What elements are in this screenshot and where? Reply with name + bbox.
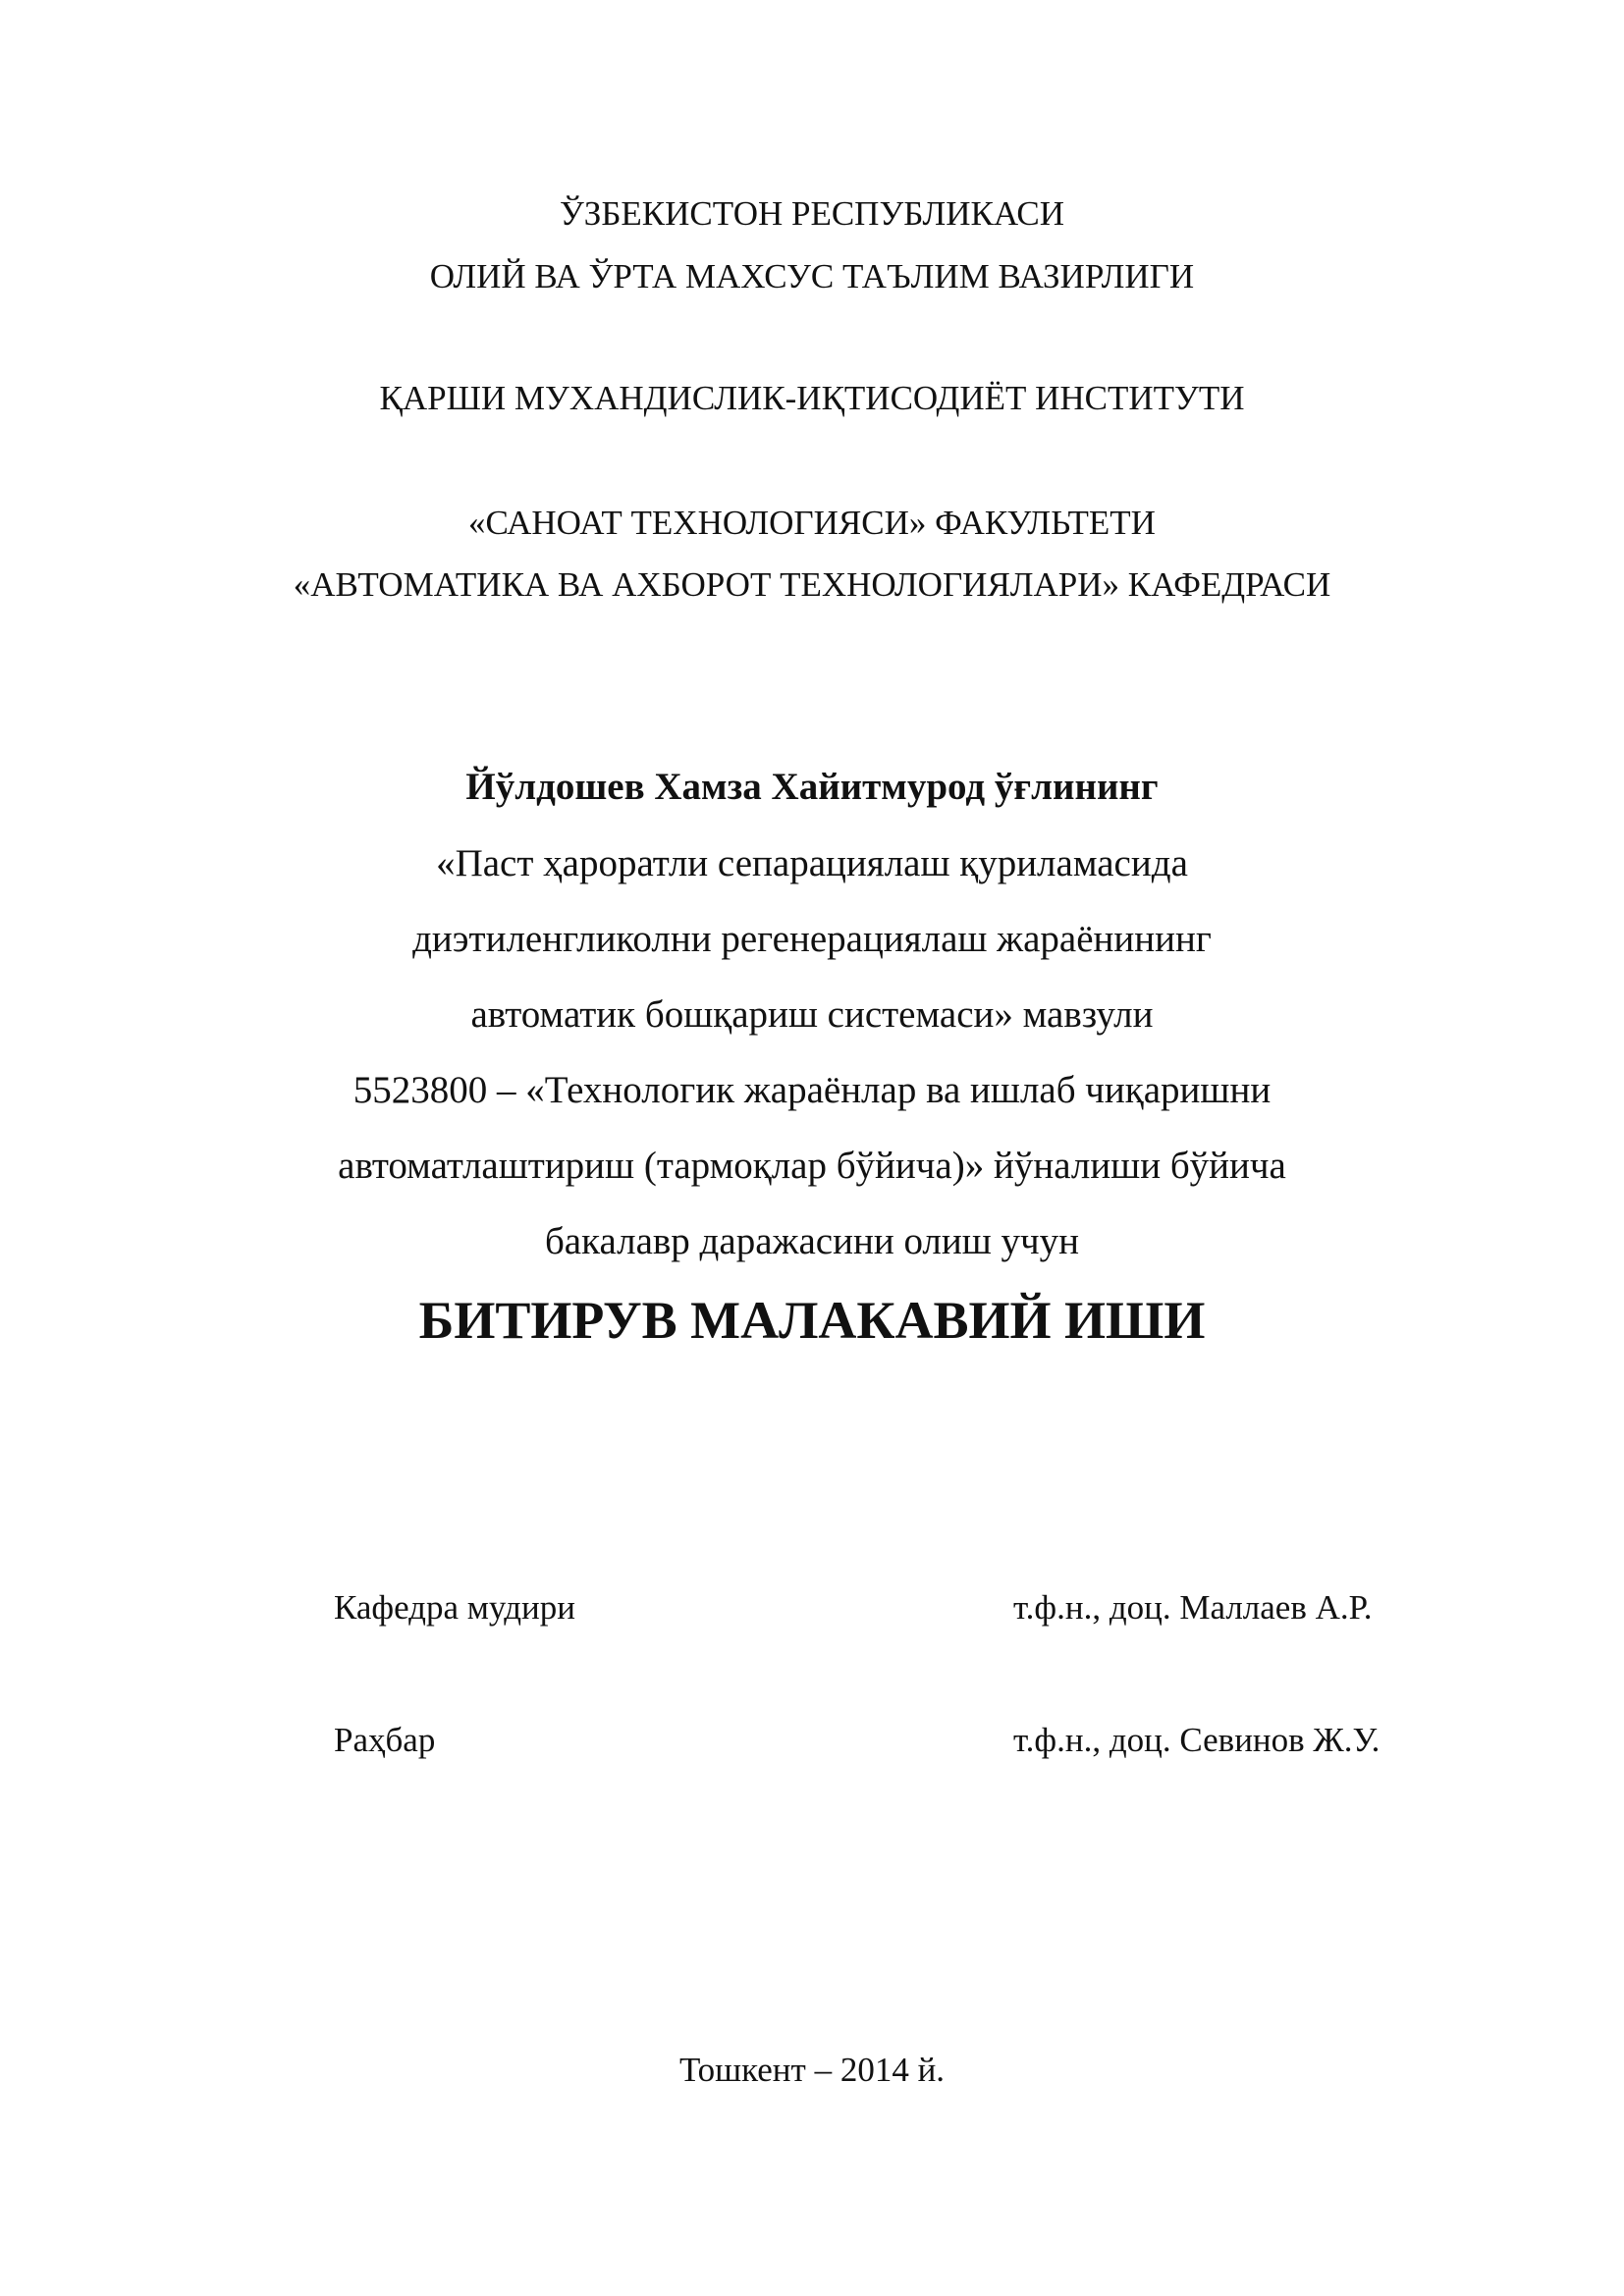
topic-line-1: «Паст ҳароратли сепарациялаш қуриламасида <box>436 842 1188 884</box>
thesis-title: БИТИРУВ МАЛАКАВИЙ ИШИ <box>418 1291 1206 1350</box>
topic-line-2: диэтиленгликолни регенерациялаш жараёнининг <box>412 918 1212 960</box>
topic-line-3: автоматик бошқариш системаси» мавзули <box>470 993 1154 1036</box>
signature-name-supervisor: т.ф.н., доц. Севинов Ж.У. <box>1013 1721 1380 1759</box>
faculty-heading: «САНОАТ ТЕХНОЛОГИЯСИ» ФАКУЛЬТЕТИ <box>468 504 1156 542</box>
author-name: Йўлдошев Хамза Хайитмурод ўғлининг <box>465 766 1159 808</box>
topic-line-6: бакалавр даражасини олиш учун <box>544 1220 1080 1262</box>
signature-name-head: т.ф.н., доц. Маллаев А.Р. <box>1013 1588 1373 1627</box>
signature-role-supervisor: Раҳбар <box>334 1721 436 1759</box>
ministry-heading: ОЛИЙ ВА ЎРТА МАХСУС ТАЪЛИМ ВАЗИРЛИГИ <box>429 257 1195 295</box>
topic-line-5: автоматлаштириш (тармоқлар бўйича)» йўналиши бўйича <box>338 1145 1286 1187</box>
department-heading: «АВТОМАТИКА ВА АХБОРОТ ТЕХНОЛОГИЯЛАРИ» КАФЕДРАСИ <box>293 565 1331 604</box>
place-year: Тошкент – 2014 й. <box>678 2051 946 2089</box>
institute-heading: ҚАРШИ МУХАНДИСЛИК-ИҚТИСОДИЁТ ИНСТИТУТИ <box>379 379 1245 417</box>
republic-heading: ЎЗБЕКИСТОН РЕСПУБЛИКАСИ <box>560 194 1064 233</box>
signature-role-head: Кафедра мудири <box>334 1588 575 1627</box>
topic-line-4: 5523800 – «Технологик жараёнлар ва ишлаб чиқаришни <box>352 1069 1272 1111</box>
